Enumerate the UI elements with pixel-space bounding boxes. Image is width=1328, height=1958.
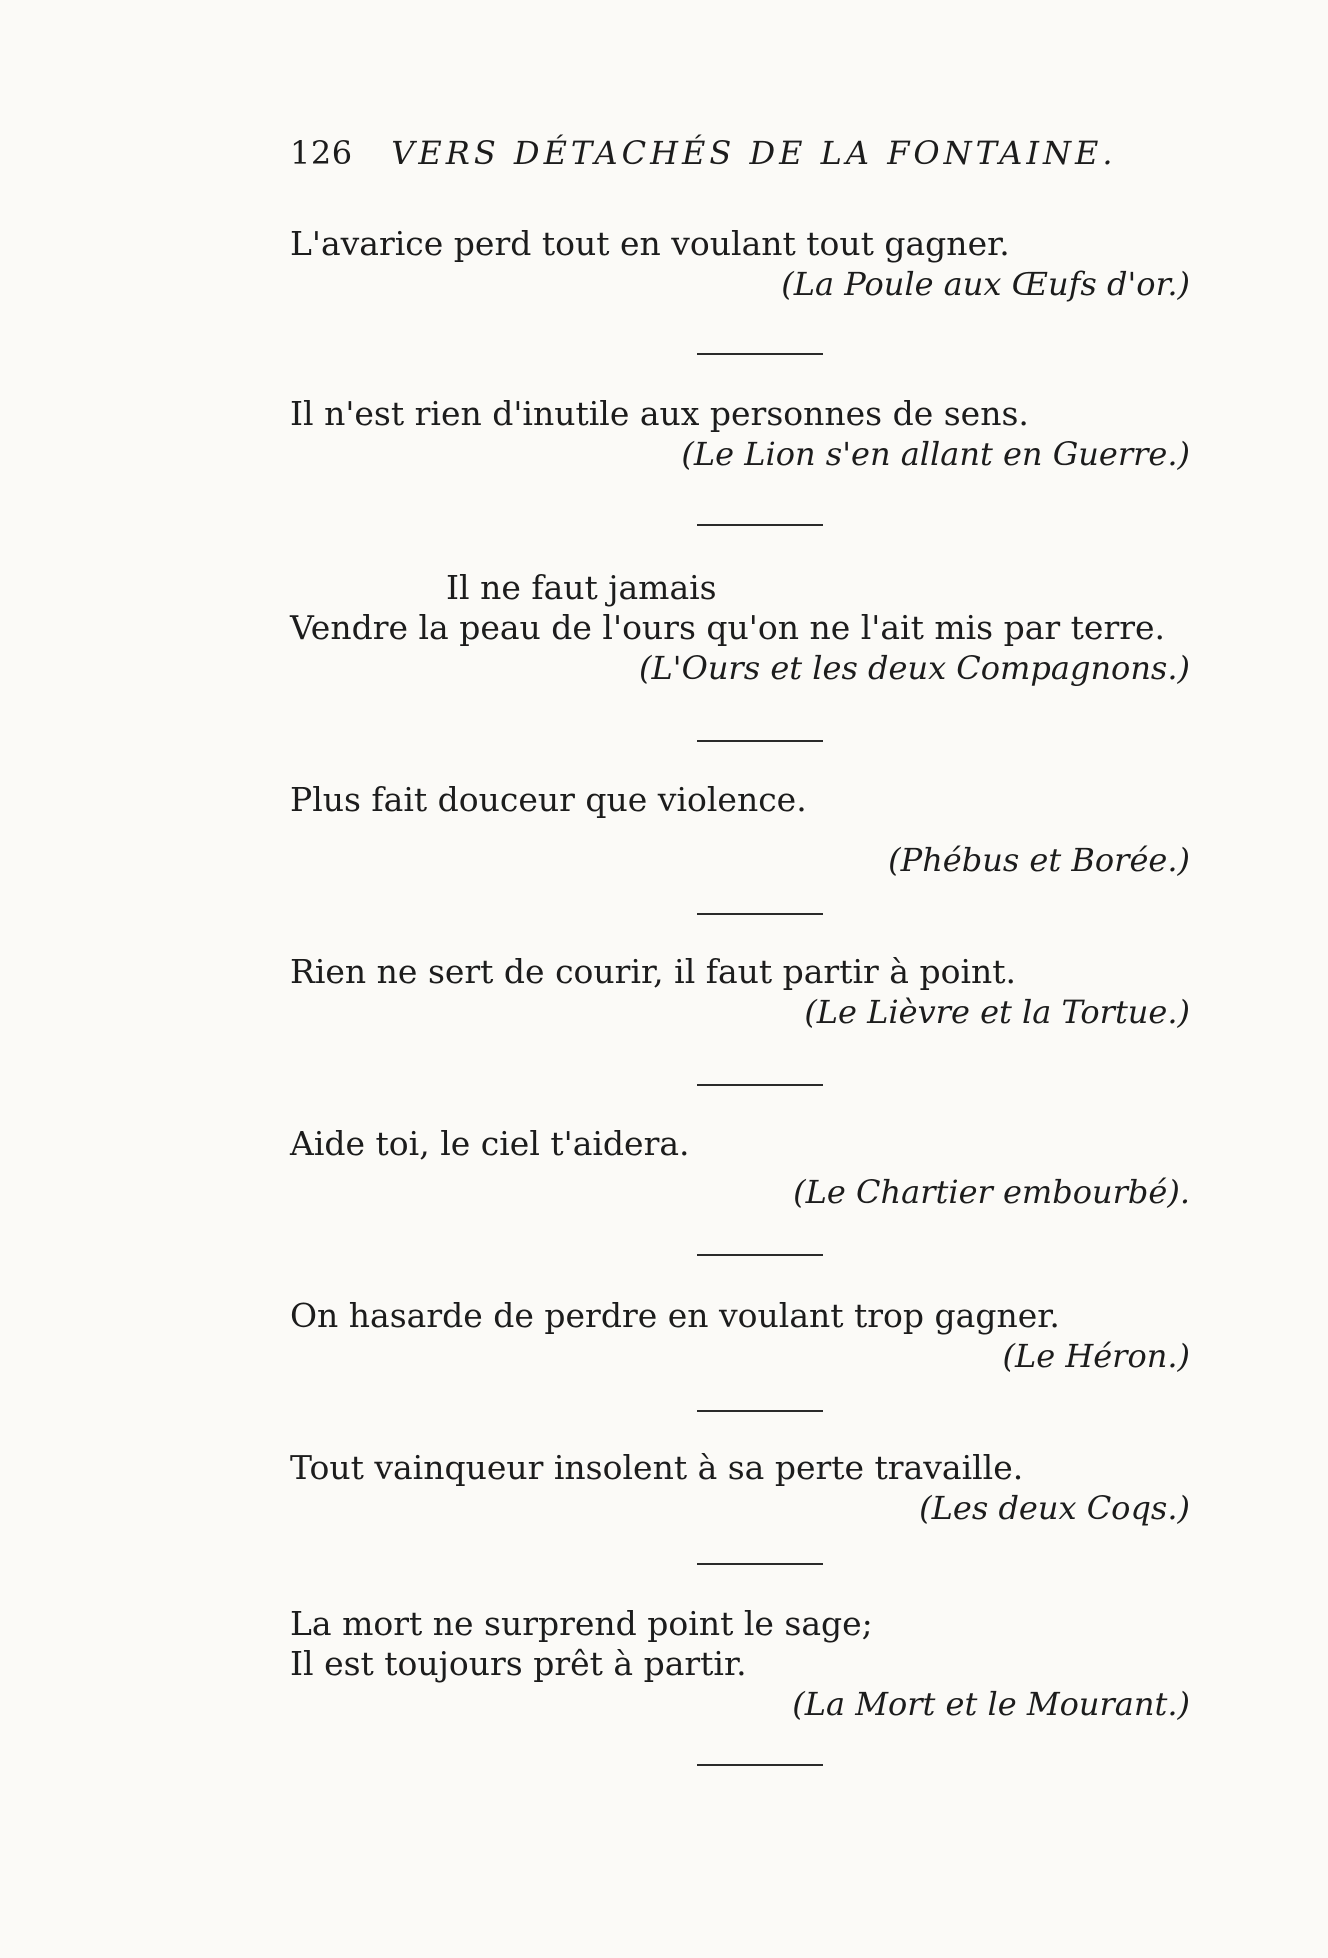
quote-line: Rien ne sert de courir, il faut partir à point. — [290, 952, 1016, 991]
separator-rule — [697, 1764, 823, 1766]
fable-source: (Le Héron.) — [1002, 1337, 1190, 1375]
running-header — [290, 134, 1117, 172]
quote-entry — [290, 1124, 1190, 1212]
quote-line: Il n'est rien d'inutile aux personnes de sens. — [290, 394, 1029, 433]
fable-source: (La Mort et le Mourant.) — [792, 1685, 1190, 1723]
quote-line: La mort ne surprend point le sage; — [290, 1604, 873, 1643]
quote-line: Vendre la peau de l'ours qu'on ne l'ait mis par terre. — [290, 608, 1166, 647]
quote-line: Aide toi, le ciel t'aidera. — [290, 1124, 690, 1163]
page-number: 126 — [290, 134, 353, 172]
quote-entry — [290, 568, 1190, 688]
separator-rule — [697, 1254, 823, 1256]
separator-rule — [697, 1563, 823, 1565]
separator-rule — [697, 913, 823, 915]
fable-source: (Les deux Coqs.) — [919, 1489, 1190, 1527]
quote-line: L'avarice perd tout en voulant tout gagner. — [290, 224, 1010, 263]
quote-line: Plus fait douceur que violence. — [290, 780, 807, 819]
quote-line: Il ne faut jamais — [446, 568, 717, 607]
quote-entry — [290, 1296, 1190, 1376]
quote-entry — [290, 394, 1190, 474]
separator-rule — [697, 1084, 823, 1086]
quote-line: Il est toujours prêt à partir. — [290, 1644, 747, 1683]
separator-rule — [697, 740, 823, 742]
quote-line: Tout vainqueur insolent à sa perte travaille. — [290, 1448, 1024, 1487]
separator-rule — [697, 524, 823, 526]
quote-entry — [290, 780, 1190, 880]
quote-entry — [290, 1604, 1190, 1724]
separator-rule — [697, 353, 823, 355]
quote-entry — [290, 952, 1190, 1032]
running-title: VERS DÉTACHÉS DE LA FONTAINE. — [391, 134, 1117, 172]
quote-entry — [290, 1448, 1190, 1528]
separator-rule — [697, 1410, 823, 1412]
fable-source: (Le Lion s'en allant en Guerre.) — [681, 435, 1190, 473]
fable-source: (La Poule aux Œufs d'or.) — [781, 265, 1190, 303]
fable-source: (Le Lièvre et la Tortue.) — [804, 993, 1190, 1031]
quote-entry — [290, 224, 1190, 304]
fable-source: (Le Chartier embourbé). — [793, 1173, 1190, 1211]
fable-source: (Phébus et Borée.) — [888, 841, 1190, 879]
fable-source: (L'Ours et les deux Compagnons.) — [639, 649, 1190, 687]
quote-line: On hasarde de perdre en voulant trop gagner. — [290, 1296, 1060, 1335]
